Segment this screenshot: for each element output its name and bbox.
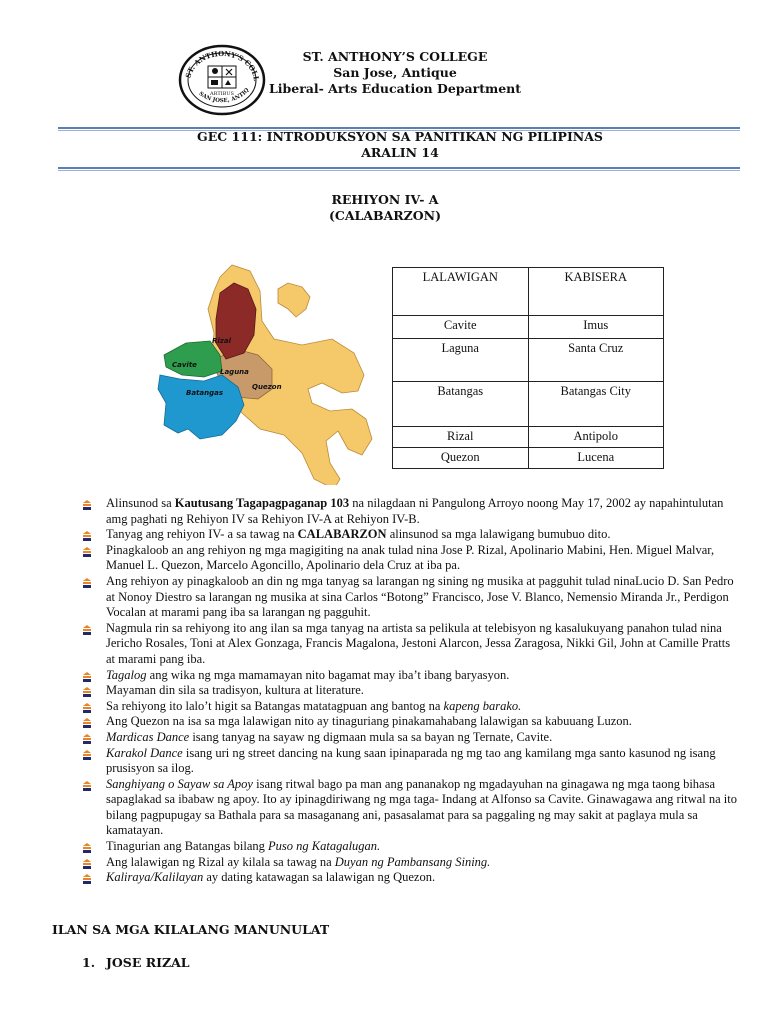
table-cell: Antipolo [528,427,664,448]
calabarzon-map [150,263,386,485]
table-row [393,316,664,339]
arrow-bullet-icon [82,842,92,852]
map-region-batangas [158,375,244,439]
list-item [82,870,742,886]
table-cell: Laguna [393,339,529,382]
list-item [82,496,742,527]
table-cell: Lucena [528,448,664,469]
table-row [393,448,664,469]
map-label-laguna: Laguna [220,368,249,376]
table-header-row [393,268,664,316]
list-item-text: Kautusang Tagapagpaganap 103 [174,496,350,510]
arrow-bullet-icon [82,749,92,759]
table-row [393,339,664,382]
table-cell: Quezon [393,448,529,469]
list-item-text: Tinagurian ang Batangas bilang [106,839,269,854]
table-cell: Batangas [393,382,529,427]
list-item-text: Puso ng Katagalugan. [268,839,381,854]
list-item-text: isang uri ng street dancing na kung saan ipinaparada ng mg tao ang kamilang mga santo kasunod ng isang prusisyon sa ilog. [106,745,716,776]
list-item [82,621,742,668]
list-item [82,699,742,715]
list-item-text: isang ritwal bago pa man ang pananakop ng mgadayuhan na ginagawa ng mga taong bihasa sapaglakad sa ibabaw ng apoy. Ito ay ipinagdiriwang ng mga taga- Indang at Alfonso sa Cavite. Ginawagawa ang ritwal na ito bilang pagpupugay sa Bathala para sa masaganang ani, pasasalamat para sa paggaling ng may sakit at paglaya mula sa kamatayan. [106,776,737,838]
list-item-text: alinsunod sa mga lalawigang bumubuo dito. [386,527,611,542]
header-rule-bottom [58,167,740,169]
region-title: REHIYON IV- A [331,192,439,207]
list-item-text: isang tanyag na sayaw ng digmaan mula sa sa bayan ng Ternate, Cavite. [189,729,553,744]
list-item-text: ay dating katawagan sa lalawigan ng Quezon. [203,870,436,885]
list-item [82,746,742,777]
svg-text:SAN JOSE, ANTIQUE: SAN JOSE, ANTIQ [197,87,251,105]
list-item-text: ang wika ng mga mamamayan nito bagamat may iba’t ibang baryasyon. [146,667,510,682]
list-item [82,574,742,621]
svg-text:ST. ANTHONY'S COLLEGE: ST. ANTHONY'S COLL [183,48,262,82]
polillo-island [278,283,310,317]
table-row [393,382,664,427]
list-item-text: Ang lalawigan ng Rizal ay kilala sa tawag na [106,854,335,869]
list-item [82,730,742,746]
arrow-bullet-icon [82,702,92,712]
list-item-text: Mardicas Dance [106,729,190,744]
list-item [82,839,742,855]
list-item-text: Karakol Dance [106,745,183,760]
list-item-text: Tanyag ang rehiyon IV- a sa tawag na [106,527,298,542]
list-item-text: Mayaman din sila sa tradisyon, kultura at literature. [106,683,364,698]
arrow-bullet-icon [82,733,92,743]
list-item [82,777,742,839]
list-item-text: Kaliraya/Kalilayan [106,870,204,885]
list-item [82,668,742,684]
map-label-batangas: Batangas [186,389,224,397]
table-header-kabisera: KABISERA [528,268,664,316]
list-item-text: Sa rehiyong ito lalo’t higit sa Batangas matatagpuan ang bantog na [106,698,444,713]
table-cell: Santa Cruz [528,339,664,382]
list-item-text: kapeng barako. [443,698,522,713]
list-item-text: Ang Quezon na isa sa mga lalawigan nito ay tinaguriang pinakamahabang lalawigan sa kabuuang Luzon. [106,714,632,729]
list-item-text: Sanghiyang o Sayaw sa Apoy [106,776,253,791]
table-row [393,427,664,448]
list-item-text: Tagalog [106,667,147,682]
arrow-bullet-icon [82,671,92,681]
table-cell: Imus [528,316,664,339]
list-item [82,714,742,730]
arrow-bullet-icon [82,858,92,868]
map-label-rizal: Rizal [212,337,231,345]
arrow-bullet-icon [82,499,92,509]
map-label-cavite: Cavite [172,361,197,369]
list-item [82,683,742,699]
list-item-text: na nilagdaan ni Pangulong Arroyo noong May 17, 2002 ay napahintulutan amg paghati ng Rehiyon IV sa Rehiyon IV-A at Rehiyon IV-B. [106,496,724,526]
list-item-text: Ang rehiyon ay pinagkaloob an din ng mga tanyag sa larangan ng sining ng musika at pagguhit tulad ninaLucio D. San Pedro at Nonoy Diestro sa larangan ng musika at sina Carlos “Botong” Francisco, Jose V. Blanco, Nemensio Miranda Jr., Perdigon Vocalan at marami pang iba sa larangan ng pagguhit. [106,573,734,620]
writer-item-name: JOSE RIZAL [106,955,190,970]
arrow-bullet-icon [82,873,92,883]
list-item-text: Nagmula rin sa rehiyong ito ang ilan sa mga tanyag na artista sa pelikula at telebisyon ng kasalukuyang panahon tulad nina Jericho Rosales, Toni at Alex Gonzaga, Francis Magalona, Jestoni Alarcon, Jessa Zaragosa, Nikki Gil, John at Camille Pratts at marami pang iba. [106,620,731,666]
list-item-text: Alinsunod sa [106,496,175,510]
arrow-bullet-icon [82,546,92,556]
college-seal [178,44,266,116]
college-location: San Jose, Antique [333,65,457,80]
list-item-text: CALABARZON [297,527,387,542]
writer-item-number: 1. [82,955,96,970]
arrow-bullet-icon [82,530,92,540]
college-name: ST. ANTHONY’S COLLEGE [302,49,488,64]
arrow-bullet-icon [82,717,92,727]
list-item [82,855,742,871]
svg-text:ARTIBUS: ARTIBUS [210,91,234,97]
arrow-bullet-icon [82,577,92,587]
list-item-text: Duyan ng Pambansang Sining. [334,854,491,869]
region-subtitle: (CALABARZON) [328,208,442,223]
map-region-cavite [164,341,222,377]
facts-list [82,496,742,886]
course-title: GEC 111: INTRODUKSYON SA PANITIKAN NG PILIPINAS [197,129,603,144]
map-label-quezon: Quezon [252,383,282,391]
provinces-table [392,267,664,469]
header-rule-bottom-shadow [58,170,740,171]
table-cell: Cavite [393,316,529,339]
table-header-lalawigan: LALAWIGAN [393,268,529,316]
department-name: Liberal- Arts Education Department [268,81,522,96]
table-cell: Rizal [393,427,529,448]
arrow-bullet-icon [82,780,92,790]
section-heading: ILAN SA MGA KILALANG MANUNULAT [52,922,330,937]
arrow-bullet-icon [82,686,92,696]
arrow-bullet-icon [82,624,92,634]
table-cell: Batangas City [528,382,664,427]
list-item [82,527,742,543]
list-item-text: Pinagkaloob an ang rehiyon ng mga magigiting na anak tulad nina Jose P. Rizal, Apolinario Mabini, Hen. Miguel Malvar, Manuel L. Quezon, Marcelo Agoncillo, Apolinario dela Cruz at iba pa. [106,542,715,573]
lesson-number: ARALIN 14 [361,145,439,160]
list-item [82,543,742,574]
